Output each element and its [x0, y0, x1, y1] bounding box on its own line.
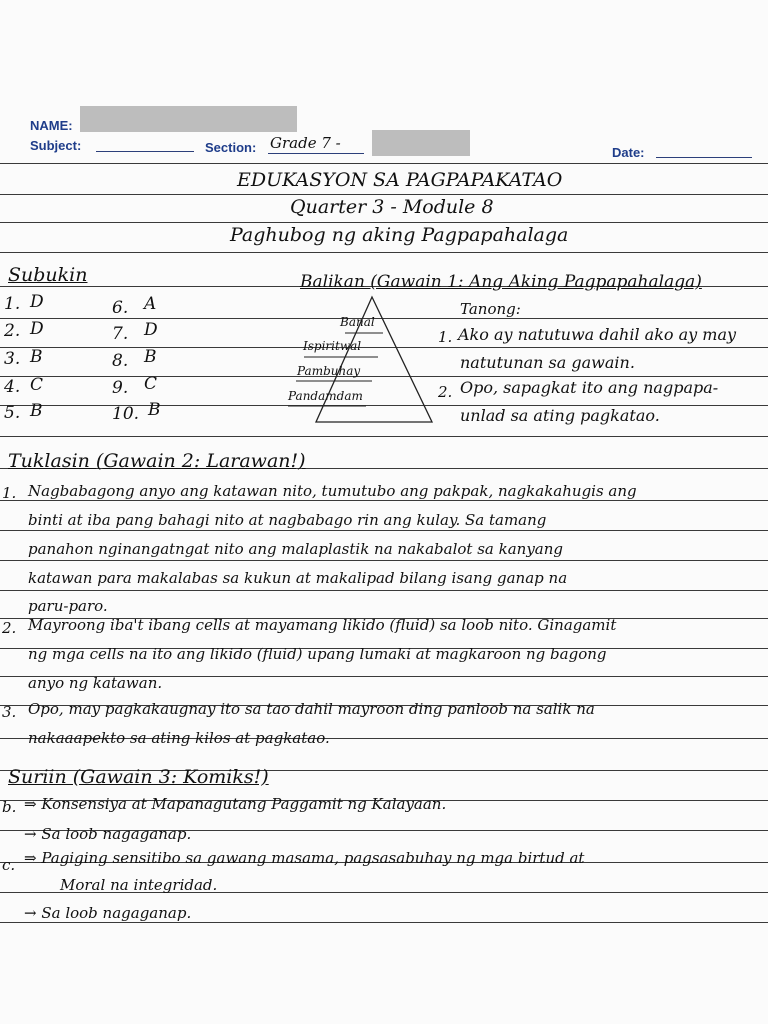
answer-letter: C [144, 374, 158, 394]
answer-letter: D [144, 320, 158, 340]
answer-line: → Sa loob nagaganap. [24, 825, 192, 843]
answer-number: 7. [112, 324, 129, 344]
answer-letter: B [148, 400, 161, 420]
tanong-answer-line: unlad sa ating pagkatao. [460, 406, 660, 425]
suriin-heading: Suriin (Gawain 3: Komiks!) [8, 766, 269, 788]
balikan-heading: Balikan (Gawain 1: Ang Aking Pagpapahalaga) [300, 272, 702, 292]
item-letter: b. [2, 798, 17, 816]
answer-line: anyo ng katawan. [28, 674, 163, 692]
subject-label: Subject: [30, 138, 82, 153]
name-label: NAME: [30, 118, 73, 133]
answer-letter: D [30, 292, 44, 312]
answer-line: Mayroong iba't ibang cells at mayamang likido (fluid) sa loob nito. Ginagamit [28, 616, 617, 634]
tanong-label: Tanong: [460, 300, 521, 318]
answer-line: Moral na integridad. [60, 876, 218, 894]
tanong-answer-line: Ako ay natutuwa dahil ako ay may [458, 325, 737, 344]
answer-letter: B [30, 401, 43, 421]
answer-line: ⇒ Pagiging sensitibo sa gawang masama, pagsasabuhay ng mga birtud at [24, 849, 585, 867]
answer-letter: C [30, 375, 44, 395]
quarter-module: Quarter 3 - Module 8 [290, 196, 494, 218]
answer-letter: B [144, 347, 157, 367]
answer-line: → Sa loob nagaganap. [24, 904, 192, 922]
lesson-topic: Paghubog ng aking Pagpapahalaga [230, 224, 569, 246]
answer-number: 5. [4, 403, 21, 423]
answer-line: ⇒ Konsensiya at Mapanagutang Paggamit ng Kalayaan. [24, 795, 447, 813]
tanong-answer-line: Opo, sapagkat ito ang nagpapa- [460, 378, 719, 397]
section-label: Section: [205, 140, 257, 155]
answer-number: 10. [112, 404, 140, 424]
answer-number: 2. [4, 321, 21, 341]
answer-line: Opo, may pagkakaugnay ito sa tao dahil mayroon ding panloob na salik na [28, 700, 595, 718]
tanong-answer-line: natutunan sa gawain. [460, 353, 635, 372]
answer-letter: D [30, 319, 44, 339]
pyramid-level: Pambuhay [297, 364, 361, 378]
answer-number: 8. [112, 351, 129, 371]
subject-title: EDUKASYON SA PAGPAPAKATAO [237, 169, 563, 191]
tanong-number: 2. [438, 383, 453, 401]
answer-line: paru-paro. [28, 597, 108, 615]
tuklasin-heading: Tuklasin (Gawain 2: Larawan!) [8, 450, 306, 472]
item-letter: c. [2, 856, 16, 874]
pyramid-level: Pandamdam [288, 389, 363, 403]
pyramid-level: Banal [340, 315, 375, 329]
answer-number: 3. [4, 349, 21, 369]
answer-line: katawan para makalabas sa kukun at makalipad bilang isang ganap na [28, 569, 568, 587]
section-value: Grade 7 - [270, 134, 341, 152]
item-number: 3. [2, 703, 17, 721]
answer-line: binti at iba pang bahagi nito at nagbabago rin ang kulay. Sa tamang [28, 511, 547, 529]
pyramid-level: Ispiritwal [303, 339, 362, 353]
answer-number: 9. [112, 378, 129, 398]
answer-letter: A [144, 294, 157, 314]
item-number: 1. [2, 484, 17, 502]
answer-line: Nagbabagong anyo ang katawan nito, tumutubo ang pakpak, nagkakahugis ang [28, 482, 637, 500]
answer-line: ng mga cells na ito ang likido (fluid) upang lumaki at magkaroon ng bagong [28, 645, 607, 663]
subukin-heading: Subukin [8, 264, 88, 286]
tanong-number: 1. [438, 328, 453, 346]
item-number: 2. [2, 619, 17, 637]
answer-line: nakaaapekto sa ating kilos at pagkatao. [28, 729, 330, 747]
answer-number: 4. [4, 377, 21, 397]
date-label: Date: [612, 145, 645, 160]
answer-line: panahon nginangatngat nito ang malaplastik na nakabalot sa kanyang [28, 540, 564, 558]
answer-letter: B [30, 347, 43, 367]
answer-number: 6. [112, 298, 129, 318]
answer-number: 1. [4, 294, 21, 314]
